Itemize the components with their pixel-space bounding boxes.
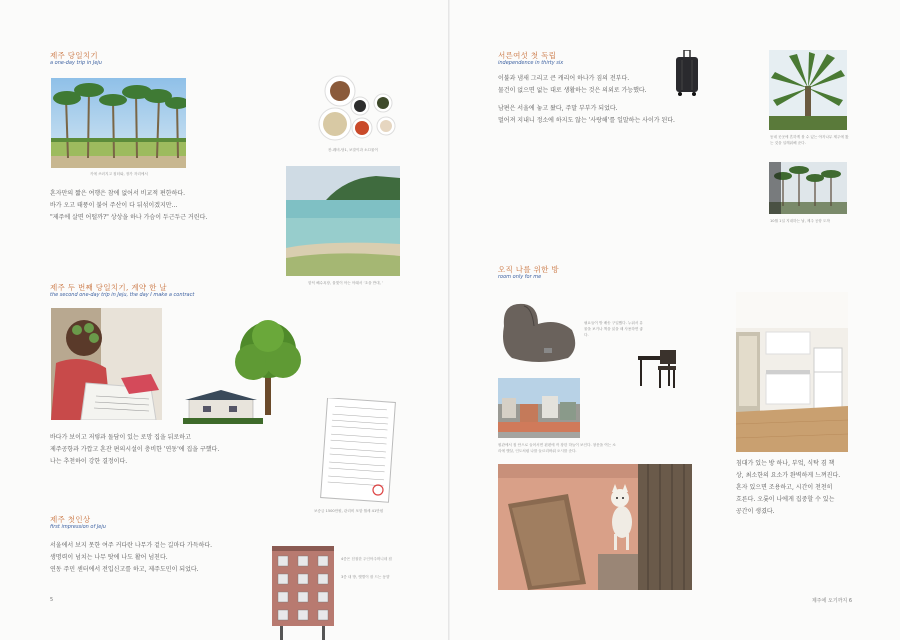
body-line: 멀어져 지내니 정소에 하지도 않는 '사랑해'를 일말하는 사이가 된다. — [498, 117, 675, 124]
palm-closeup-photo — [769, 50, 847, 130]
house-tree-illustration — [183, 320, 321, 426]
airport-palms-photo — [769, 162, 847, 214]
body-line: 공간이 생겼다. — [736, 508, 775, 515]
right-page — [450, 0, 900, 640]
lease-contract-document — [320, 398, 396, 504]
section-title: 제주 첫인상 — [50, 515, 91, 524]
dining-table-photo — [634, 346, 680, 390]
body-line: 혼자 있으면 조용하고, 시간이 천천히 — [736, 484, 833, 491]
body-line: 혼자만의 짧은 여행은 참에 없어서 비교적 편한하다. — [50, 190, 186, 197]
dog-doorway-photo — [498, 464, 692, 590]
beanbag-photo — [498, 296, 580, 366]
body-line: 제주공항과 가깝고 혼잔 편의시설이 충비한 '연동'에 집을 구했다. — [50, 446, 220, 453]
body-line: 남편은 서울에 놓고 왔다, 주말 부부가 되었다. — [498, 105, 618, 112]
section-subtitle: a one-day trip in Jeju — [50, 60, 102, 66]
beach-photo — [286, 166, 400, 276]
contract-caption: 보증금 1500만원, 관리비 포함 월세 41만원 — [314, 509, 384, 513]
body-line: 물건이 없으면 없는 대로 생활하는 것은 의외로 가능했다. — [498, 87, 647, 94]
beach-caption: 함덕 해수욕장, 물빛이 아는 아래서 ‘초을 반대, ’ — [308, 281, 384, 285]
apartment-building-photo — [270, 544, 336, 640]
section-subtitle: room only for me — [498, 274, 542, 280]
building-caption: 4층은 친절한 주인아주머니네 집 — [341, 557, 392, 561]
body-line: 생명력이 넘치는 나무 탓에 나도 활어 넘친다. — [50, 554, 168, 561]
section-title: 제주 당일치기 — [50, 51, 98, 60]
body-line: 나는 추천하이 강한 결정이다. — [50, 458, 128, 465]
page-number: 제주에 오기까지 6 — [811, 598, 852, 604]
suitcase-photo — [674, 50, 700, 96]
body-line: 흐른다. 오롯이 나에게 집중할 수 있는 — [736, 496, 835, 503]
window-view-photo — [498, 378, 580, 438]
section-body — [50, 432, 219, 468]
section-title: 제주 두 번째 당일치기, 계약 한 날 — [50, 283, 167, 292]
body-line: 이불과 냄새 그리고 큰 캐리어 하나가 짐의 전부다. — [498, 75, 630, 82]
beanbag-caption: 필요들이 방 배송 구입했다. 누워서 유물을 보거나 책을 읽을 때 사용하면 좋다. — [584, 321, 643, 337]
section-body — [498, 73, 675, 127]
view-caption: 원관에서 집 안으로 들어서면 왼편에 작 창한 하늘이 보인다. 창문을 여는 소리에 햇살, 인도처럼 나를 들르리바위 오시를 준다. — [498, 443, 616, 453]
palm-caption: 동네 곳곳에 흔하게 볼 수 있는 야자나무 제주에 왔는 것을 일깨워해 준다. — [770, 135, 849, 145]
body-line: "제주에 살면 어떨까?" 상상을 하나 가슴이 두근두근 거린다. — [50, 214, 208, 221]
section-subtitle: the second one-day trip in Jeju, the day I make a contract — [50, 292, 195, 298]
palm-street-photo — [51, 78, 186, 168]
section-title: 서른여섯 첫 독립 — [498, 51, 557, 60]
section-subtitle: independence in thirty six — [498, 60, 564, 66]
palm2-caption: 10월 1일 지내하는 날, 제주 공항 도착 — [770, 219, 830, 223]
food-caption: 잔-레비-당1, 보말이과 소끄물이 — [328, 148, 378, 152]
body-line: 바다가 보이고 저렇과 돌담이 있는 로망 집을 뒤로하고 — [50, 434, 191, 441]
body-line: 연동 주민 센터에서 전입신고를 하고, 제주도민이 되었다. — [50, 566, 199, 573]
section-subtitle: first impression of Jeju — [50, 524, 106, 530]
body-line: 서울에서 보지 못한 여주 커다란 나무가 겉는 길마다 가득하다. — [50, 542, 213, 549]
contract-signing-photo — [51, 308, 162, 420]
section-body — [50, 188, 207, 224]
body-line: 상, 최소한의 요소가 완벽하게 느껴진다. — [736, 472, 841, 479]
body-line: 바가 오고 태풍이 불어 주산이 다 뒤섞이겠지만... — [50, 202, 178, 209]
building-caption: 3층 내 방, 햇볕이 잘 드는 동향 — [341, 575, 390, 579]
body-line: 침대가 있는 방 하나, 부엌, 식탁 겸 책 — [736, 460, 835, 467]
food-dishes-photo — [316, 74, 402, 144]
page-number: 5 — [50, 597, 54, 603]
photo-caption: 키에 쓰러지고 집터와, 장가 자리에서 — [90, 172, 148, 176]
section-body — [736, 458, 840, 518]
kitchen-room-photo — [736, 292, 848, 452]
section-body — [50, 540, 212, 576]
section-title: 오직 나를 위한 방 — [498, 265, 559, 274]
